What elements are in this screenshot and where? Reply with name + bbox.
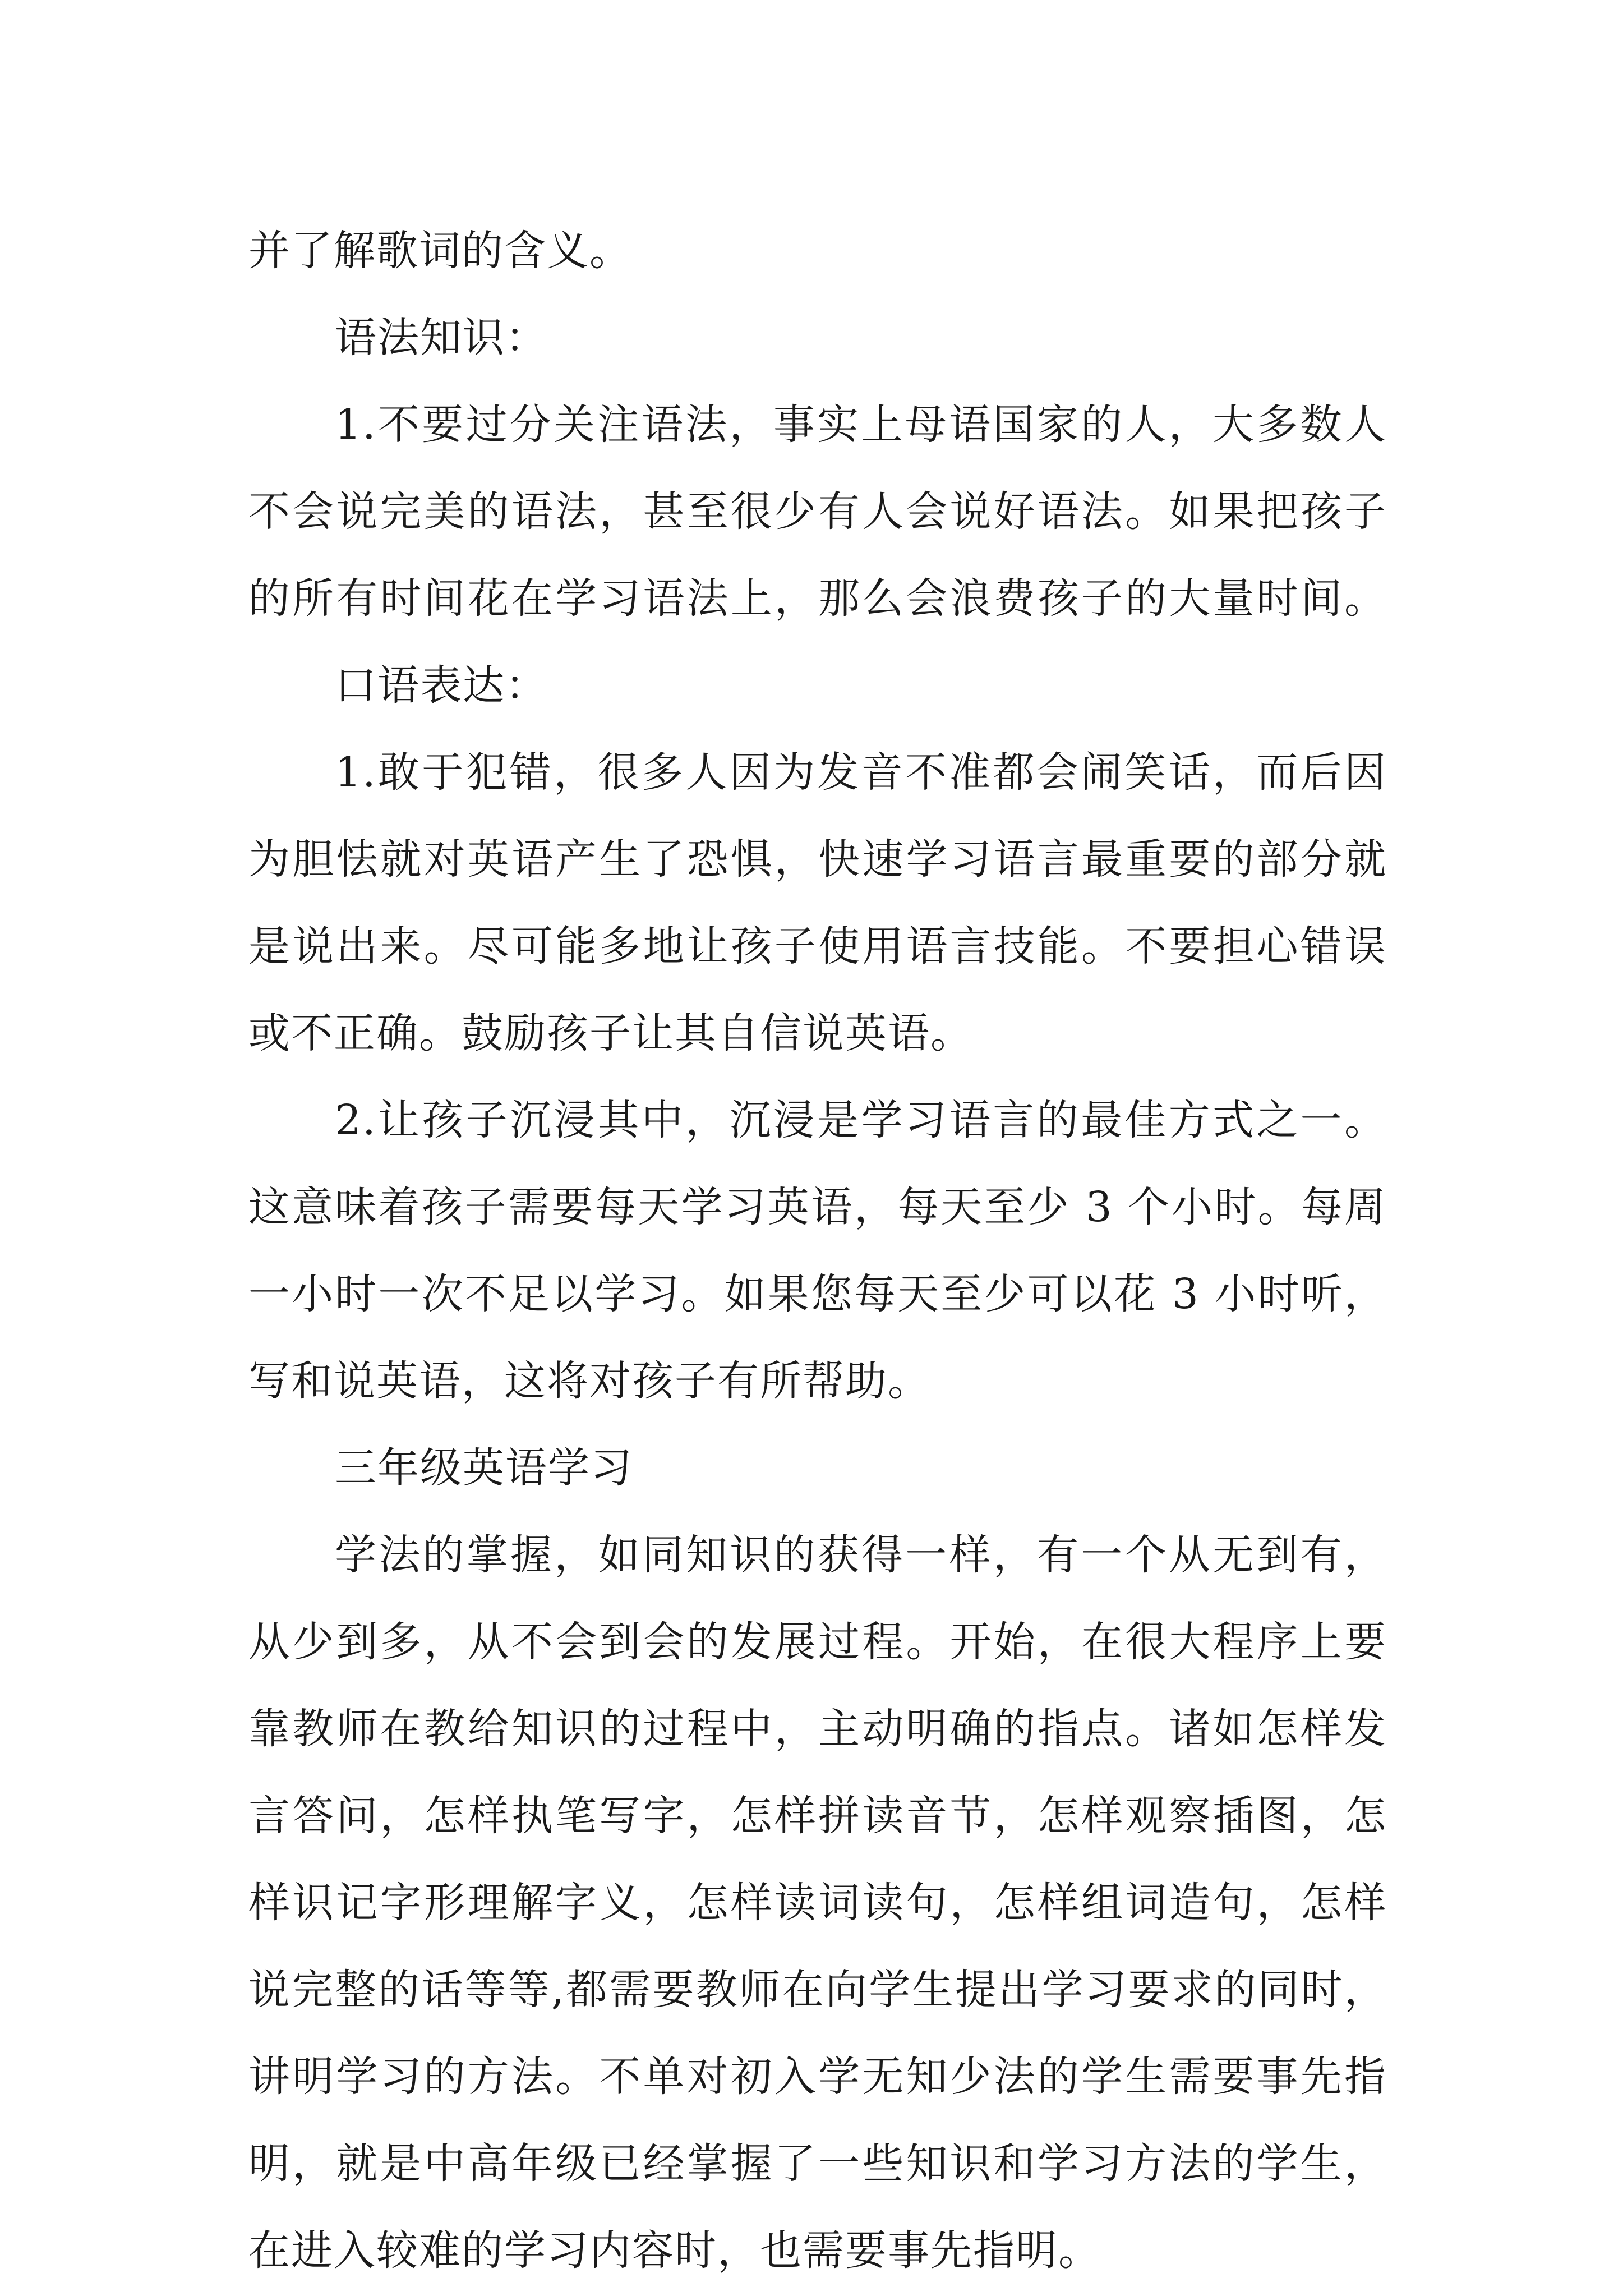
text-line: 语法知识： [335, 314, 548, 362]
text-line: 样识记字形理解字义，怎样读词读句，怎样组词造句，怎样 [248, 1879, 1387, 1927]
text-line: 明，就是中高年级已经掌握了一些知识和学习方法的学生， [248, 2139, 1387, 2188]
text-line: 是说出来。尽可能多地让孩子使用语言技能。不要担心错误 [248, 922, 1387, 970]
text-line: 1.敢于犯错，很多人因为发音不准都会闹笑话，而后因 [335, 748, 1387, 797]
text-line: 靠教师在教给知识的过程中，主动明确的指点。诸如怎样发 [248, 1705, 1387, 1753]
text-line: 这意味着孩子需要每天学习英语，每天至少 3 个小时。每周 [248, 1183, 1387, 1231]
text-line: 一小时一次不足以学习。如果您每天至少可以花 3 小时听， [248, 1270, 1387, 1318]
text-line: 言答问，怎样执笔写字，怎样拼读音节，怎样观察插图，怎 [248, 1792, 1387, 1840]
text-line: 为胆怯就对英语产生了恐惧，快速学习语言最重要的部分就 [248, 835, 1387, 884]
text-line: 2.让孩子沉浸其中，沉浸是学习语言的最佳方式之一。 [335, 1096, 1387, 1144]
text-line: 学法的掌握，如同知识的获得一样，有一个从无到有， [335, 1531, 1387, 1579]
text-line: 口语表达： [335, 661, 548, 710]
text-line: 在进入较难的学习内容时，也需要事先指明。 [248, 2226, 1101, 2275]
text-line: 不会说完美的语法，甚至很少有人会说好语法。如果把孩子 [248, 487, 1387, 536]
text-line: 1.不要过分关注语法，事实上母语国家的人，大多数人 [335, 401, 1387, 449]
text-line: 写和说英语，这将对孩子有所帮助。 [248, 1357, 930, 1405]
text-line: 讲明学习的方法。不单对初入学无知少法的学生需要事先指 [248, 2053, 1387, 2101]
text-line: 三年级英语学习 [335, 1444, 633, 1492]
text-line: 并了解歌词的含义。 [248, 227, 632, 275]
document-body [248, 208, 1387, 2294]
text-line: 或不正确。鼓励孩子让其自信说英语。 [248, 1009, 973, 1057]
text-line: 从少到多，从不会到会的发展过程。开始，在很大程序上要 [248, 1618, 1387, 1666]
text-line: 的所有时间花在学习语法上，那么会浪费孩子的大量时间。 [248, 574, 1387, 623]
text-line: 说完整的话等等,都需要教师在向学生提出学习要求的同时， [248, 1966, 1387, 2014]
